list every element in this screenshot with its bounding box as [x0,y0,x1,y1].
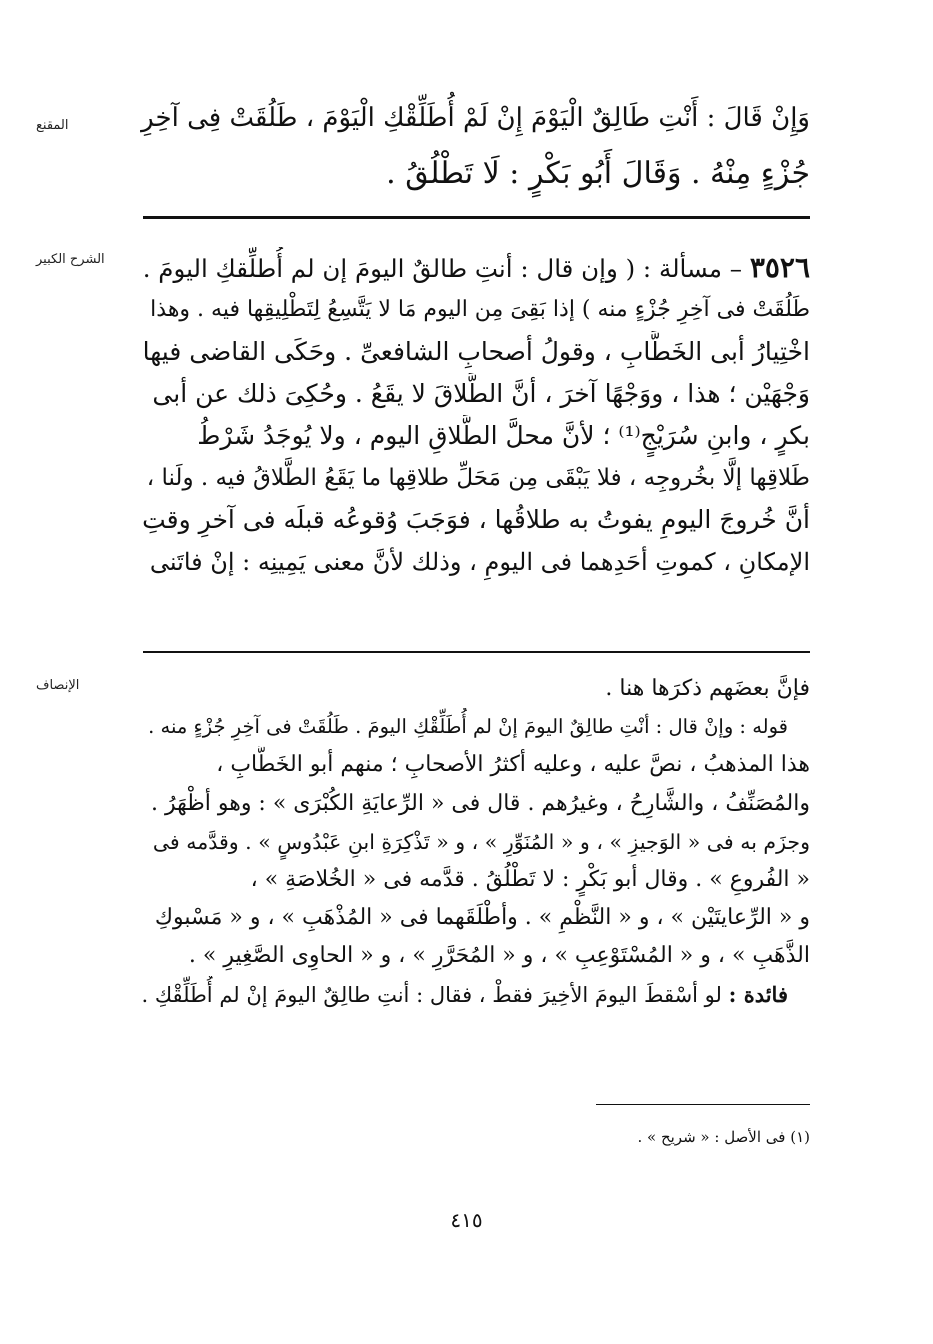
sharh-line: أنَّ خُروجَ اليومِ يفوتُ به طلاقُها ، فوَجَبَ وُقوعُه قبلَه فى آخرِ وقتِ [142,505,810,534]
section-label-insaf: الإنصاف [36,678,80,693]
issue-number: ٣٥٢٦ [749,251,810,284]
thick-divider [143,216,810,219]
fa-ida-line [140,976,810,1014]
insaf-line: وجزَم به فى « الوَجيزِ » ، و « المُنَوِّرِ » ، و « تَذْكِرَةِ ابنِ عَبْدُوسٍ » . وقدَّمه فى [152,829,810,854]
issue-heading: – مسألة : ( وإن قال : أنتِ طالقٌ اليومَ إن لم أُطلِّقكِ اليومَ . [142,254,743,283]
sharh-line: وَجْهَيْن ؛ هذا ، ووَجْهًا آخرَ ، أنَّ الطَّلاقَ لا يقَعُ . وحُكِىَ ذلك عن أبى [152,379,810,408]
sharh-line: بكرٍ ، وابنِ سُرَيْجٍ⁽¹⁾ ؛ لأنَّ محلَّ الطَّلاقِ اليوم ، ولا يُوجَدُ شَرْطُ [197,421,810,450]
insaf-text [140,670,810,1014]
mugni-line: وَإِنْ قَالَ : أَنْتِ طَالِقٌ الْيَوْمَ إِنْ لَمْ أُطَلِّقْكِ الْيَوْمَ ، طَلُقَتْ فِى آخِرِ [141,103,810,133]
footnote-block [140,1124,810,1150]
insaf-line: و « الرِّعايتَيْن » ، و « النَّظْمِ » . وأطْلَقَهما فى « المُذْهَبِ » ، و « مَسْبوكِ [154,905,810,931]
section-label-mugni: المقنع [36,118,69,133]
mugni-line: جُزْءٍ مِنْهُ . وَقَالَ أَبُو بَكْرٍ : لَا تَطْلُقُ . [386,156,810,191]
section-label-sharh: الشرح الكبير [36,252,105,267]
fa-ida-text: لو أسْقطَ اليومَ الأخِيرَ فقطْ ، فقال : أنتِ طالِقٌ اليومَ إنْ لم أُطَلِّقْكِ . [141,982,722,1007]
footnote-divider [596,1104,810,1105]
insaf-line-first: فإنَّ بعضَهم ذكرَها هنا . [605,676,810,701]
sharh-line: اخْتِيارُ أبى الخَطَّابِ ، وقولُ أصحابِ الشافعىِّ . وحَكَى القاضى فيها [142,337,810,366]
insaf-line: قوله : وإنْ قال : أنْتِ طالِقٌ اليومَ إنْ لم أُطَلِّقْكِ اليومَ . طَلُقَتْ فى آخِرِ جُزْءٍ منه . [148,715,788,739]
insaf-line: والمُصَنِّفُ ، والشَّارِحُ ، وغيرُهم . قال فى « الرِّعايَةِ الكُبْرَى » : وهو أظْهَرُ . [150,790,810,816]
sharh-line: طَلُقَتْ فى آخِرِ جُزْءٍ منه ) إذا بَقِىَ مِن اليوم مَا لا يَتَّسِعُ لِتَطْلِيقِها فيه . وهذا [150,297,810,322]
insaf-line: « الفُروعِ » . وقال أبو بَكْرٍ : لا تَطْلُقُ . قدَّمه فى « الخُلاصَةِ » ، [250,866,810,892]
footnote-text: (١) فى الأصل : « شريح » . [637,1128,810,1146]
sharh-line-first [140,247,810,289]
thin-divider [143,651,810,653]
sharh-line: طَلاقِها إلَّا بخُروجِه ، فلا يَبْقَى مِن مَحَلِّ طلاقِها ما يَقَعُ الطَّلاقُ فيه . ولَنا ، [146,465,810,491]
insaf-line: هذا المذهبُ ، نصَّ عليه ، وعليه أكثرُ الأصحابِ ؛ منهم أبو الخَطَّابِ ، [216,752,810,778]
mugni-text [140,90,810,202]
page-number: ٤١٥ [450,1208,483,1232]
sharh-line: الإمكانِ ، كموتِ أحَدِهما فى اليومِ ، وذلك لأنَّ معنى يَمِينِه : إنْ فاتَنى [149,548,810,576]
fa-ida-label: فائدة : [728,981,788,1007]
sharh-text [140,247,810,583]
insaf-line: الذَّهَبِ » ، و « المُسْتَوْعِبِ » ، و « المُحَرَّرِ » ، و « الحاوِى الصَّغِيرِ » . [188,943,810,969]
